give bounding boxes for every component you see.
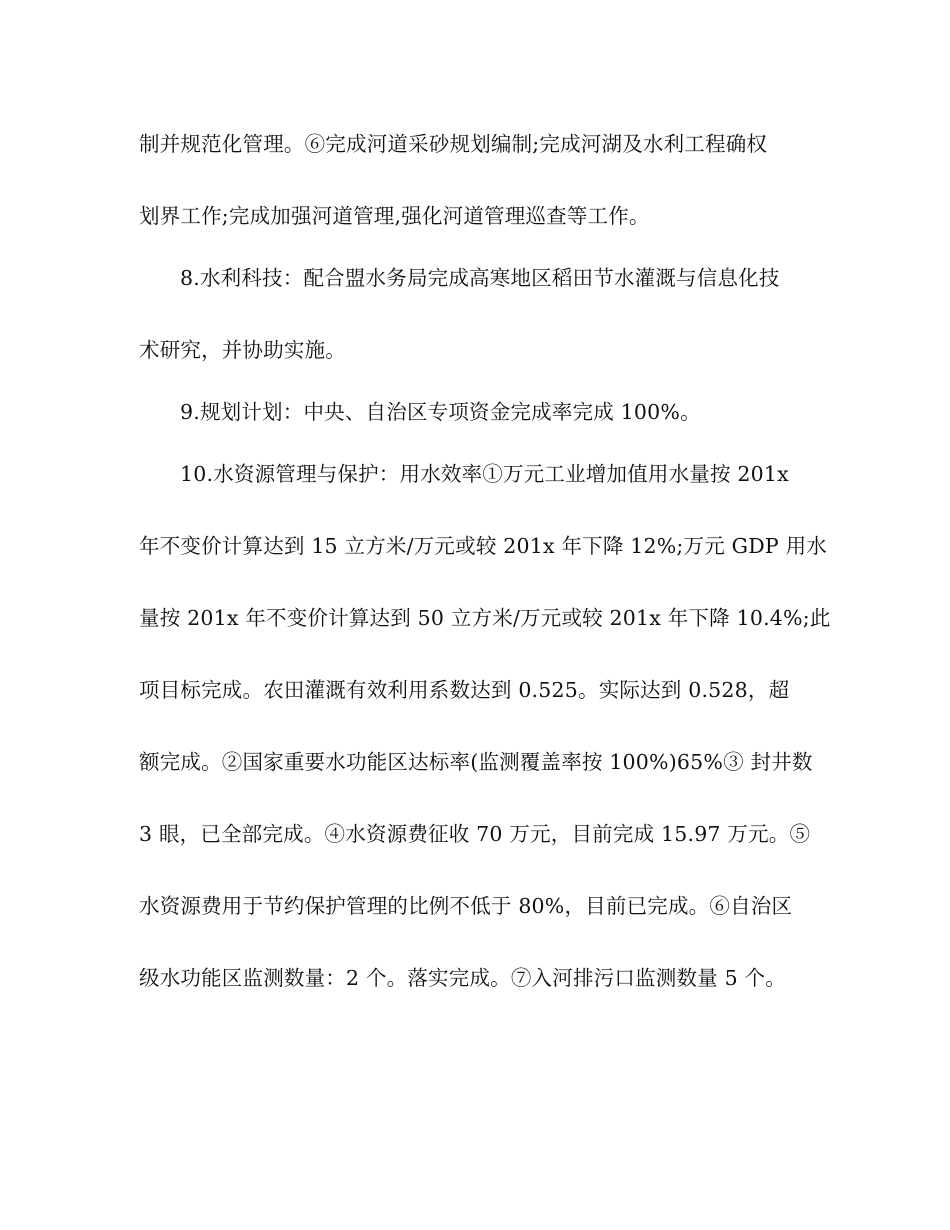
text-line: 水资源费用于节约保护管理的比例不低于 80%，目前已完成。⑥自治区 [139, 894, 793, 918]
text-line: 项目标完成。农田灌溉有效利用系数达到 0.525。实际达到 0.528，超 [139, 678, 790, 702]
paragraph-item-10: 10.水资源管理与保护：用水效率①万元工业增加值用水量按 201x [180, 462, 789, 486]
text-line: 级水功能区监测数量：2 个。落实完成。⑦入河排污口监测数量 5 个。 [139, 966, 786, 990]
text-line: 术研究，并协助实施。 [139, 338, 346, 362]
text-line: 量按 201x 年不变价计算达到 50 立方米/万元或较 201x 年下降 10.4%;此 [139, 606, 831, 630]
paragraph-item-9: 9.规划计划：中央、自治区专项资金完成率完成 100%。 [180, 400, 701, 424]
text-line: 制并规范化管理。⑥完成河道采砂规划编制;完成河湖及水利工程确权 [139, 132, 768, 156]
text-line: 划界工作;完成加强河道管理,强化河道管理巡查等工作。 [139, 204, 650, 228]
paragraph-item-8: 8.水利科技：配合盟水务局完成高寒地区稻田节水灌溉与信息化技 [180, 266, 780, 290]
text-line: 3 眼，已全部完成。④水资源费征收 70 万元，目前完成 15.97 万元。⑤ [139, 822, 811, 846]
text-line: 年不变价计算达到 15 立方米/万元或较 201x 年下降 12%;万元 GDP 用水 [139, 534, 827, 558]
text-line: 额完成。②国家重要水功能区达标率(监测覆盖率按 100%)65%③ 封井数 [139, 750, 813, 774]
